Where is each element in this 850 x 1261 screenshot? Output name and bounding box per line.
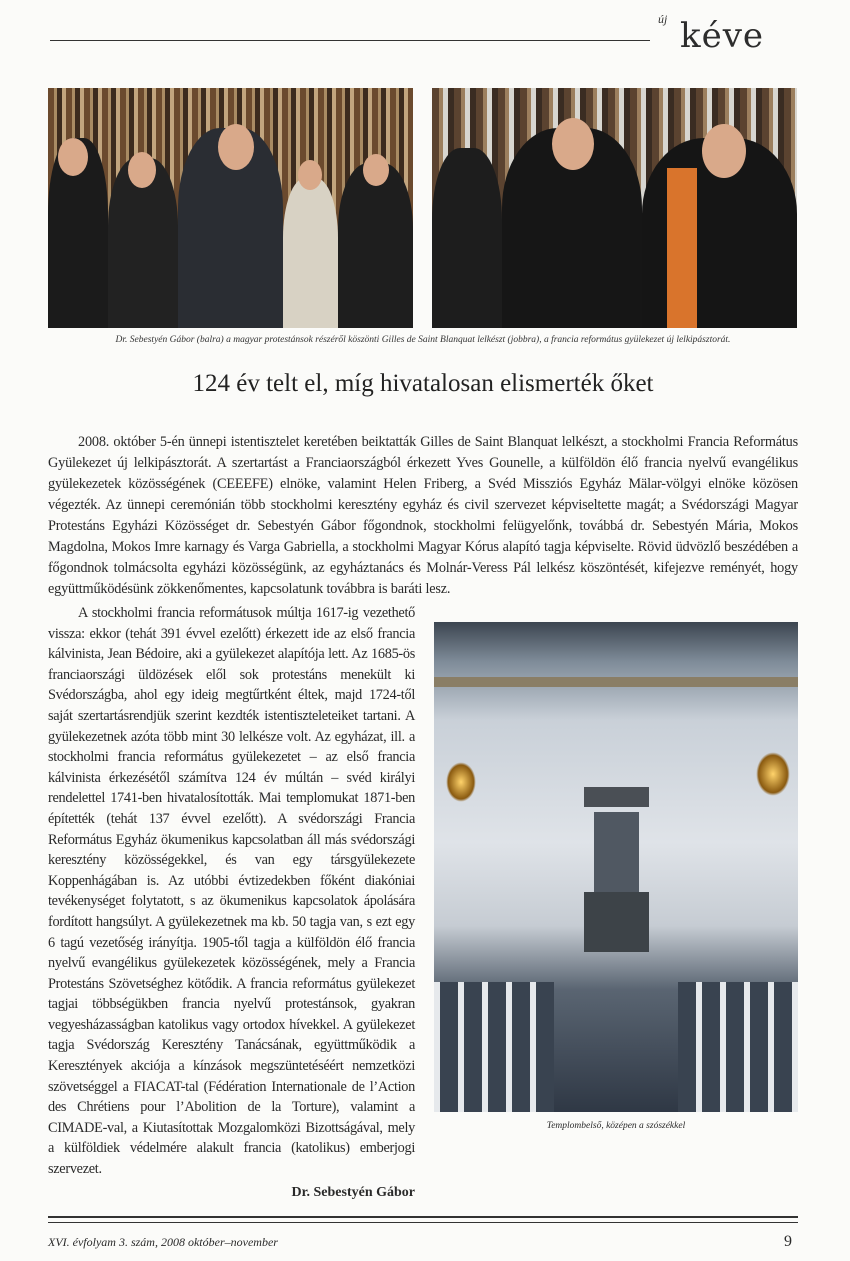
left-column [48, 603, 415, 1202]
church-photo-caption: Templombelső, középen a szószékkel [546, 1121, 686, 1131]
footer-rule-thin [48, 1222, 798, 1223]
page-number: 9 [784, 1232, 792, 1250]
footer-rule [48, 1216, 798, 1218]
article-title: 124 év telt el, míg hivatalosan elismerték őket [192, 370, 654, 397]
article-columns [48, 603, 798, 1202]
issue-info: XVI. évfolyam 3. szám, 2008 október–november [48, 1234, 278, 1249]
article-flow [48, 334, 798, 1261]
article-author: Dr. Sebestyén Gábor [291, 1184, 415, 1200]
photo-greeting [432, 88, 797, 328]
footer-row [48, 1233, 798, 1261]
photo-group-library [48, 88, 413, 328]
logo-small-text: új [658, 12, 668, 26]
logo-main-text: kéve [680, 16, 765, 56]
article-body: A stockholmi francia reformátusok múltja 1617-ig vezethető vissza: ekkor (tehát 391 évvel ezelőtt) érkezett ide az első francia kálvinista, Jean Bédoire, aki a gyülekezet alapítója lett. Az 1685-ös franciaországi üldözések elől sok protestáns menekült ki Svédországba, ahol egy ideig megtűrtként éltek, majd 1724-től saját szertartásrendjük szerint kezdték istentiszteleteiket tartani. A gyülekezetnek azóta több mint 30 lelkésze volt. Az egyházat, ill. a stockholmi francia református gyülekezetet – az első francia kálvinista érkezésétől számítva 124 év múltán – svéd királyi rendelettel 1741-ben hivatalosították. Mai templomukat 1871-ben építették (tehát 137 évvel ezelőtt). A svédországi Francia Református Egyház ökumenikus kapcsolatban áll más svédországi keresztény közösségekkel, és van egy társgyülekezete Koppenhágában is. Az utóbbi évtizedekben főként diakóniai tevékenységet folytatott, s az ökumenikus kapcsolatok ápolására fordított hangsúlyt. A gyülekezetnek ma kb. 50 tagja van, s ezt egy 6 tagú vezetőség irányítja. 1905-től tagja a külföldön élő francia nyelvű evangélikus gyülekezetek közösségének, mely a Francia Protestáns Szövetséghez kötődik. A francia református gyülekezet tagjai többségükben francia nyelvű protestánsok, gyakran vegyesházasságban katolikus vagy ortodox hívekkel. A gyülekezet tagja Svédország Keresztény Tanácsának, együttműködik a Keresztények akciója a kínzások megszüntetéséért nemzetközi szövetséggel a FIACAT-tal (Fédération Internationale de l’Action des Chrétiens pour l’Abolition de la Torture), valamint a CIMADE-val, a Kiutasítottak Mozgalomközi Bizottságával, mely a külföldiek védelmére alakult francia (katolikus) emberjogi szervezet. [48, 605, 415, 1178]
header-rule [50, 40, 650, 41]
article-intro: 2008. október 5-én ünnepi istentisztelet keretében beiktatták Gilles de Saint Blanquat lelkészt, a stockholmi Francia Református Gyülekezet új lelkipásztorát. A szertartást a Franciaországból érkezett Yves Gounelle, a külföldön élő francia nyelvű evangélikus gyülekezetek közösségének (CEEEFE) elnöke, valamint Helen Friberg, a Svéd Missziós Egyház Mälar-völgyi elnöke közösen végezték. Az ünnepi ceremónián több stockholmi keresztény egyház és civil szervezet képviseltette magát; a Svédországi Magyar Protestáns Egyházi Közösséget dr. Sebestyén Gábor főgondnok, stockholmi felügyelőnk, továbbá dr. Sebestyén Mária, Mokos Magdolna, Mokos Imre karnagy és Varga Gabriella, a stockholmi Magyar Kórus alapító tagja képviselte. Rövid üdvözlő beszédében a főgondnok tolmácsolta egyházi közösségünk, az egyháztanács és Molnár-Veress Pál lelkész köszöntését, kifejezve reményét, hogy együttműködésünk zökkenőmentes, kapcsolatunk továbbra is baráti lesz. [48, 434, 798, 597]
photo-church-interior [434, 622, 798, 1112]
right-column [434, 603, 798, 1202]
photo-caption: Dr. Sebestyén Gábor (balra) a magyar protestánsok részéről köszönti Gilles de Saint Blanquat lelkészt (jobbra), a francia református gyülekezet új lelkipásztorát. [115, 335, 731, 345]
magazine-logo [658, 12, 808, 58]
footer [48, 1216, 798, 1261]
